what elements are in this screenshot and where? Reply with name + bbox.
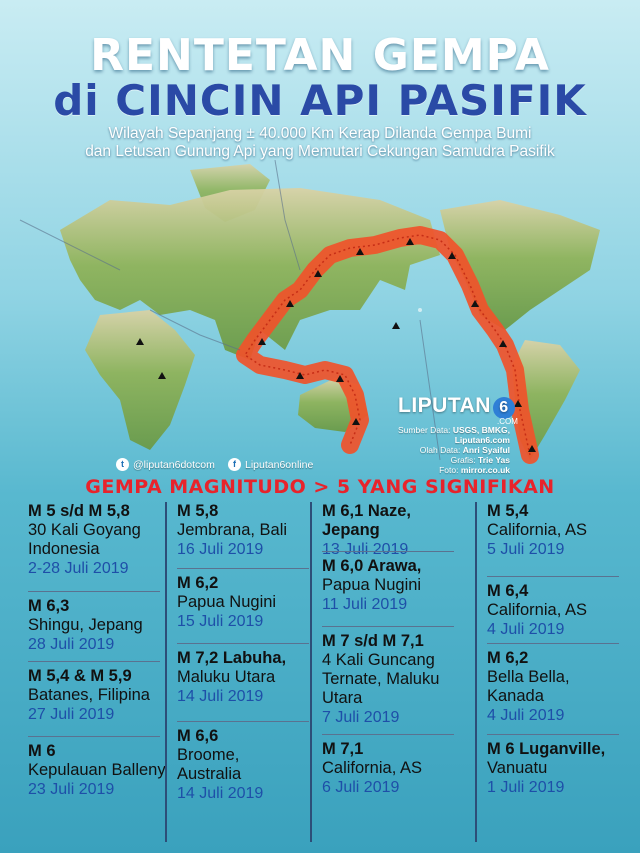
credit-line: Grafis: Trie Yas [450,455,510,465]
column-3 [310,502,457,842]
credit-line: Foto: mirror.co.uk [439,465,510,475]
magnitude-label: M 6,4 [487,582,529,600]
twitter-icon: t [116,458,129,471]
title-line-1: RENTETAN GEMPA [90,30,550,81]
date-label: 1 Juli 2019 [487,779,565,796]
date-label: 7 Juli 2019 [322,709,400,726]
earthquake-entry [487,740,627,798]
logo-text: LIPUTAN [398,394,491,417]
earthquake-entry [322,740,462,798]
date-label: 16 Juli 2019 [177,541,264,558]
earthquake-entry [177,502,317,560]
earthquake-entry [177,649,317,707]
entry-divider [177,721,309,722]
earthquake-entry [487,582,627,640]
magnitude-label: M 6,6 [177,727,219,745]
location-label: 30 Kali Goyang [28,521,141,539]
date-label: 23 Juli 2019 [28,781,115,798]
magnitude-label: M 6,3 [28,597,70,615]
date-label: 14 Juli 2019 [177,688,264,705]
location-label: Shingu, Jepang [28,616,143,634]
location-label: Australia [177,765,242,783]
logo-six-badge: 6 [493,397,515,419]
facebook-handle[interactable]: f Liputan6online [228,458,313,471]
location-label: Ternate, Maluku [322,670,440,688]
title-line-2: di CINCIN API PASIFIK [53,76,587,125]
magnitude-label: M 7,1 [322,740,364,758]
location-label: Jembrana, Bali [177,521,288,539]
subtitle-line-1: Wilayah Sepanjang ± 40.000 Km Kerap Dilanda Gempa Bumi [108,125,532,142]
magnitude-label: M 5,4 & M 5,9 [28,667,132,685]
credits [398,425,510,475]
liputan6-logo [398,394,515,419]
location-label: Maluku Utara [177,668,276,686]
entry-divider [487,734,619,735]
date-label: 14 Juli 2019 [177,785,264,802]
location-label: Kanada [487,687,544,705]
column-1 [18,502,166,842]
location-label: Papua Nugini [322,576,422,594]
magnitude-label: M 6 Luganville, [487,740,606,758]
location-label: Kepulauan Balleny [28,761,166,779]
location-label: 4 Kali Guncang [322,651,435,669]
entry-divider [322,626,454,627]
magnitude-label: M 6,2 [487,649,529,667]
location-label: California, AS [322,759,422,777]
location-label: Papua Nugini [177,593,277,611]
magnitude-label: M 5,4 [487,502,529,520]
earthquake-columns [0,502,640,842]
date-label: 27 Juli 2019 [28,706,115,723]
earthquake-entry [28,597,168,655]
entry-divider [177,568,309,569]
earthquake-entry [177,574,317,632]
location-label: Utara [322,689,363,707]
earthquake-entry [28,742,168,800]
section-title: GEMPA MAGNITUDO > 5 YANG SIGNIFIKAN [85,476,555,498]
entry-divider [322,551,454,552]
date-label: 4 Juli 2019 [487,707,565,724]
entry-divider [28,591,160,592]
magnitude-label: M 7 s/d M 7,1 [322,632,424,650]
credit-line: Liputan6.com [454,435,510,445]
location-label: Batanes, Filipina [28,686,150,704]
earthquake-entry [177,727,317,804]
magnitude-label: M 6 [28,742,56,760]
date-label: 11 Juli 2019 [322,596,408,613]
date-label: 4 Juli 2019 [487,621,565,638]
location-label: Bella Bella, [487,668,570,686]
earthquake-entry [322,557,462,615]
entry-divider [28,736,160,737]
magnitude-label: M 5,8 [177,502,219,520]
location-label: California, AS [487,521,587,539]
magnitude-label: M 6,0 Arawa, [322,557,422,575]
date-label: 13 Juli 2019 [322,541,409,558]
magnitude-label: M 5 s/d M 5,8 [28,502,130,520]
column-2 [165,502,312,842]
date-label: 28 Juli 2019 [28,636,115,653]
earthquake-entry [322,632,462,728]
date-label: 5 Juli 2019 [487,541,565,558]
location-label: Broome, [177,746,240,764]
credit-line: Olah Data: Anri Syaiful [419,445,510,455]
magnitude-label: M 6,1 Naze, Jepang [322,502,411,539]
africa [85,310,195,450]
logo-com: .COM [497,417,518,426]
entry-divider [322,734,454,735]
entry-divider [28,661,160,662]
earthquake-entry [487,502,627,560]
world-map [0,160,640,480]
location-label: California, AS [487,601,587,619]
subtitle-line-2: dan Letusan Gunung Api yang Memutari Cekungan Samudra Pasifik [85,143,555,160]
column-4 [475,502,622,842]
date-label: 15 Juli 2019 [177,613,264,630]
earthquake-entry [487,649,627,726]
earthquake-entry [28,502,168,579]
twitter-handle[interactable]: t @liputan6dotcom [116,458,215,471]
entry-divider [487,643,619,644]
magnitude-label: M 6,2 [177,574,219,592]
date-label: 6 Juli 2019 [322,779,400,796]
date-label: 2-28 Juli 2019 [28,560,129,577]
earthquake-entry [28,667,168,725]
location-label: Indonesia [28,540,100,558]
magnitude-label: M 7,2 Labuha, [177,649,287,667]
entry-divider [487,576,619,577]
location-label: Vanuatu [487,759,548,777]
facebook-icon: f [228,458,241,471]
credit-line: Sumber Data: USGS, BMKG, [398,425,510,435]
entry-divider [177,643,309,644]
